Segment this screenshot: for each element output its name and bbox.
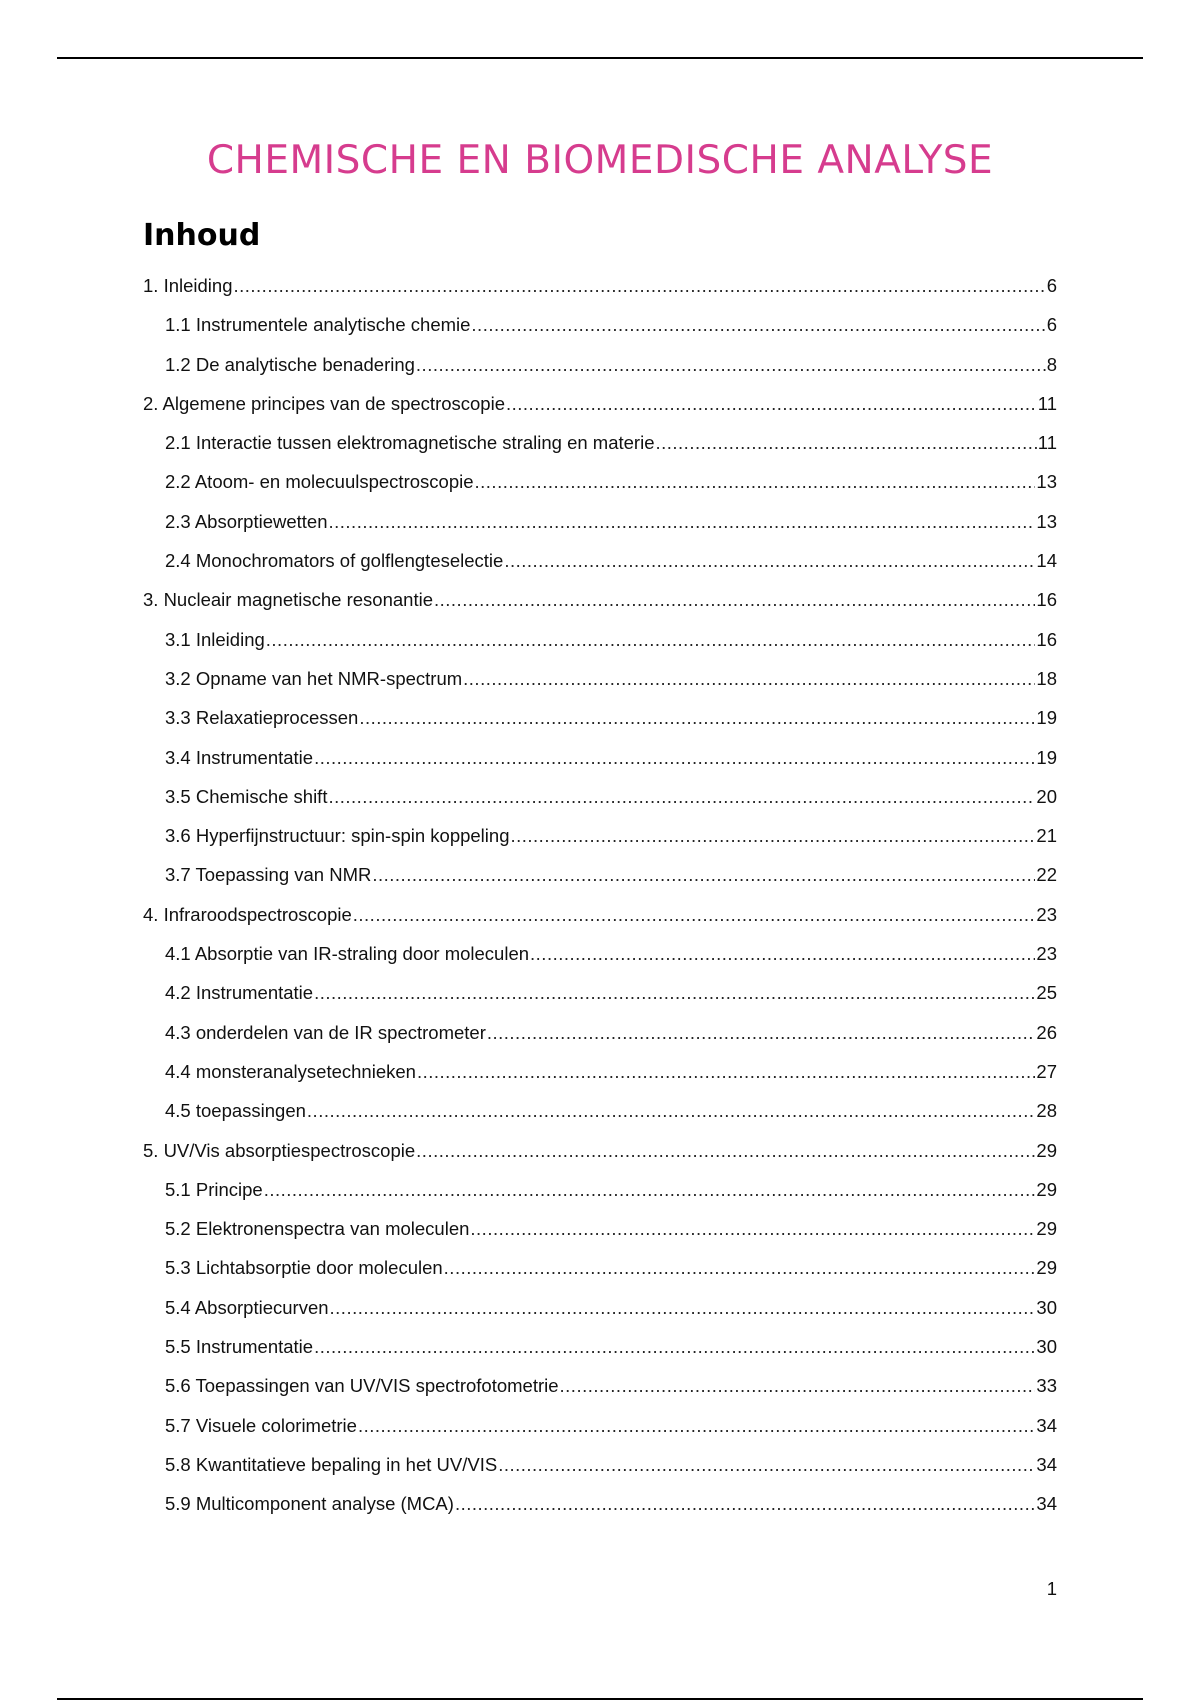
toc-dot-leader [444, 1248, 1036, 1287]
toc-dot-leader [359, 698, 1035, 737]
document-title: CHEMISCHE EN BIOMEDISCHE ANALYSE [206, 138, 994, 183]
toc-entry-text: 4.2 Instrumentatie [165, 982, 314, 1004]
toc-dot-leader [314, 1327, 1035, 1366]
toc-dot-leader [372, 855, 1035, 894]
toc-entry-text: 2.3 Absorptiewetten [165, 510, 328, 532]
toc-dot-leader [455, 1484, 1035, 1523]
toc-section-entry[interactable] [143, 1209, 1057, 1248]
toc-section-entry[interactable] [143, 816, 1057, 855]
toc-entry-page: 19 [1036, 746, 1057, 768]
table-of-contents [143, 266, 1057, 1524]
toc-entry-page: 34 [1036, 1414, 1057, 1436]
toc-dot-leader [416, 1131, 1035, 1170]
toc-entry-page: 33 [1036, 1375, 1057, 1397]
toc-section-entry[interactable] [143, 1406, 1057, 1445]
toc-section-entry[interactable] [143, 620, 1057, 659]
toc-section-entry[interactable] [143, 1013, 1057, 1052]
toc-entry-text: 5.7 Visuele colorimetrie [165, 1414, 357, 1436]
toc-dot-leader [353, 895, 1036, 934]
toc-section-entry[interactable] [143, 934, 1057, 973]
toc-dot-leader [506, 384, 1037, 423]
toc-dot-leader [655, 423, 1036, 462]
toc-entry-text: 3.6 Hyperfijnstructuur: spin-spin koppeling [165, 825, 510, 847]
toc-dot-leader [330, 1288, 1036, 1327]
toc-entry-text: 5.4 Absorptiecurven [165, 1296, 329, 1318]
toc-entry-text: 4.1 Absorptie van IR-straling door moleculen [165, 943, 530, 965]
toc-chapter-entry[interactable] [143, 1131, 1057, 1170]
toc-dot-leader [417, 1052, 1035, 1091]
toc-dot-leader [264, 1170, 1036, 1209]
toc-entry-page: 23 [1036, 943, 1057, 965]
toc-section-entry[interactable] [143, 1052, 1057, 1091]
toc-entry-text: 3.4 Instrumentatie [165, 746, 314, 768]
toc-entry-page: 20 [1036, 785, 1057, 807]
toc-section-entry[interactable] [143, 777, 1057, 816]
toc-entry-text: 5.8 Kwantitatieve bepaling in het UV/VIS [165, 1453, 498, 1475]
toc-dot-leader [504, 541, 1035, 580]
toc-entry-text: 3.2 Opname van het NMR-spectrum [165, 667, 463, 689]
toc-dot-leader [434, 580, 1035, 619]
toc-section-entry[interactable] [143, 502, 1057, 541]
toc-section-entry[interactable] [143, 345, 1057, 384]
toc-section-entry[interactable] [143, 541, 1057, 580]
toc-entry-text: 1. Inleiding [143, 275, 233, 296]
toc-section-entry[interactable] [143, 659, 1057, 698]
toc-entry-text: 2.1 Interactie tussen elektromagnetische straling en materie [165, 432, 655, 454]
toc-entry-page: 13 [1036, 510, 1057, 532]
toc-entry-text: 5. UV/Vis absorptiespectroscopie [143, 1139, 416, 1161]
toc-entry-page: 29 [1036, 1257, 1057, 1279]
toc-entry-page: 16 [1036, 589, 1057, 611]
toc-dot-leader [328, 777, 1035, 816]
toc-entry-text: 5.5 Instrumentatie [165, 1336, 314, 1358]
toc-entry-text: 5.3 Lichtabsorptie door moleculen [165, 1257, 443, 1279]
toc-dot-leader [560, 1366, 1036, 1405]
toc-section-entry[interactable] [143, 738, 1057, 777]
toc-dot-leader [475, 462, 1036, 501]
toc-entry-text: 2.4 Monochromators of golflengteselectie [165, 550, 504, 572]
toc-entry-text: 3.3 Relaxatieprocessen [165, 707, 359, 729]
toc-chapter-entry[interactable] [143, 266, 1057, 305]
toc-dot-leader [314, 738, 1035, 777]
toc-dot-leader [233, 266, 1045, 305]
toc-section-entry[interactable] [143, 1091, 1057, 1130]
toc-section-entry[interactable] [143, 462, 1057, 501]
toc-entry-page: 27 [1036, 1060, 1057, 1082]
toc-section-entry[interactable] [143, 1327, 1057, 1366]
toc-dot-leader [498, 1445, 1035, 1484]
toc-entry-page: 6 [1046, 314, 1057, 336]
toc-entry-text: 3.5 Chemische shift [165, 785, 328, 807]
toc-entry-text: 4.3 onderdelen van de IR spectrometer [165, 1021, 486, 1043]
toc-section-entry[interactable] [143, 1288, 1057, 1327]
toc-dot-leader [510, 816, 1035, 855]
toc-entry-page: 18 [1036, 667, 1057, 689]
toc-entry-page: 13 [1036, 471, 1057, 493]
toc-dot-leader [266, 620, 1036, 659]
toc-dot-leader [463, 659, 1035, 698]
toc-section-entry[interactable] [143, 698, 1057, 737]
toc-entry-text: 2.2 Atoom- en molecuulspectroscopie [165, 471, 474, 493]
toc-entry-page: 22 [1036, 864, 1057, 886]
toc-entry-page: 14 [1036, 550, 1057, 572]
toc-dot-leader [470, 1209, 1035, 1248]
toc-section-entry[interactable] [143, 1484, 1057, 1523]
toc-entry-text: 5.2 Elektronenspectra van moleculen [165, 1218, 470, 1240]
toc-entry-text: 5.1 Principe [165, 1178, 263, 1200]
toc-entry-page: 34 [1036, 1493, 1057, 1515]
page-number: 1 [1046, 1578, 1057, 1599]
toc-chapter-entry[interactable] [143, 895, 1057, 934]
toc-dot-leader [358, 1406, 1035, 1445]
toc-entry-page: 11 [1037, 432, 1057, 454]
toc-dot-leader [471, 305, 1045, 344]
toc-entry-page: 29 [1036, 1178, 1057, 1200]
toc-section-entry[interactable] [143, 1248, 1057, 1287]
toc-dot-leader [329, 502, 1036, 541]
toc-entry-page: 28 [1036, 1100, 1057, 1122]
toc-entry-page: 29 [1036, 1218, 1057, 1240]
toc-entry-text: 5.9 Multicomponent analyse (MCA) [165, 1493, 454, 1515]
toc-entry-text: 2. Algemene principes van de spectroscopie [143, 392, 505, 414]
toc-entry-text: 3.1 Inleiding [165, 628, 265, 650]
toc-entry-page: 6 [1046, 275, 1057, 296]
toc-section-entry[interactable] [143, 973, 1057, 1012]
toc-entry-text: 4.5 toepassingen [165, 1100, 306, 1122]
toc-entry-page: 30 [1036, 1336, 1057, 1358]
toc-entry-page: 29 [1036, 1139, 1057, 1161]
toc-entry-page: 21 [1036, 825, 1057, 847]
toc-entry-text: 4. Infraroodspectroscopie [143, 903, 352, 925]
toc-dot-leader [530, 934, 1035, 973]
toc-section-entry[interactable] [143, 855, 1057, 894]
toc-entry-text: 1.2 De analytische benadering [165, 353, 415, 375]
toc-entry-text: 5.6 Toepassingen van UV/VIS spectrofotometrie [165, 1375, 559, 1397]
toc-entry-page: 8 [1046, 353, 1057, 375]
toc-dot-leader [416, 345, 1046, 384]
toc-entry-page: 23 [1036, 903, 1057, 925]
toc-entry-page: 30 [1036, 1296, 1057, 1318]
toc-entry-text: 1.1 Instrumentele analytische chemie [165, 314, 471, 336]
toc-entry-page: 11 [1037, 392, 1057, 414]
toc-entry-page: 16 [1036, 628, 1057, 650]
toc-entry-text: 3. Nucleair magnetische resonantie [143, 589, 433, 611]
toc-chapter-entry[interactable] [143, 384, 1057, 423]
header-rule [57, 57, 1143, 59]
toc-entry-text: 3.7 Toepassing van NMR [165, 864, 372, 886]
toc-entry-page: 25 [1036, 982, 1057, 1004]
toc-entry-text: 4.4 monsteranalysetechnieken [165, 1060, 416, 1082]
toc-section-entry[interactable] [143, 1170, 1057, 1209]
toc-section-entry[interactable] [143, 1445, 1057, 1484]
toc-entry-page: 34 [1036, 1453, 1057, 1475]
toc-section-entry[interactable] [143, 1366, 1057, 1405]
toc-section-entry[interactable] [143, 423, 1057, 462]
toc-entry-page: 26 [1036, 1021, 1057, 1043]
toc-heading: Inhoud [143, 218, 261, 253]
toc-dot-leader [487, 1013, 1036, 1052]
toc-entry-page: 19 [1036, 707, 1057, 729]
toc-dot-leader [314, 973, 1035, 1012]
toc-chapter-entry[interactable] [143, 580, 1057, 619]
toc-section-entry[interactable] [143, 305, 1057, 344]
toc-dot-leader [307, 1091, 1036, 1130]
